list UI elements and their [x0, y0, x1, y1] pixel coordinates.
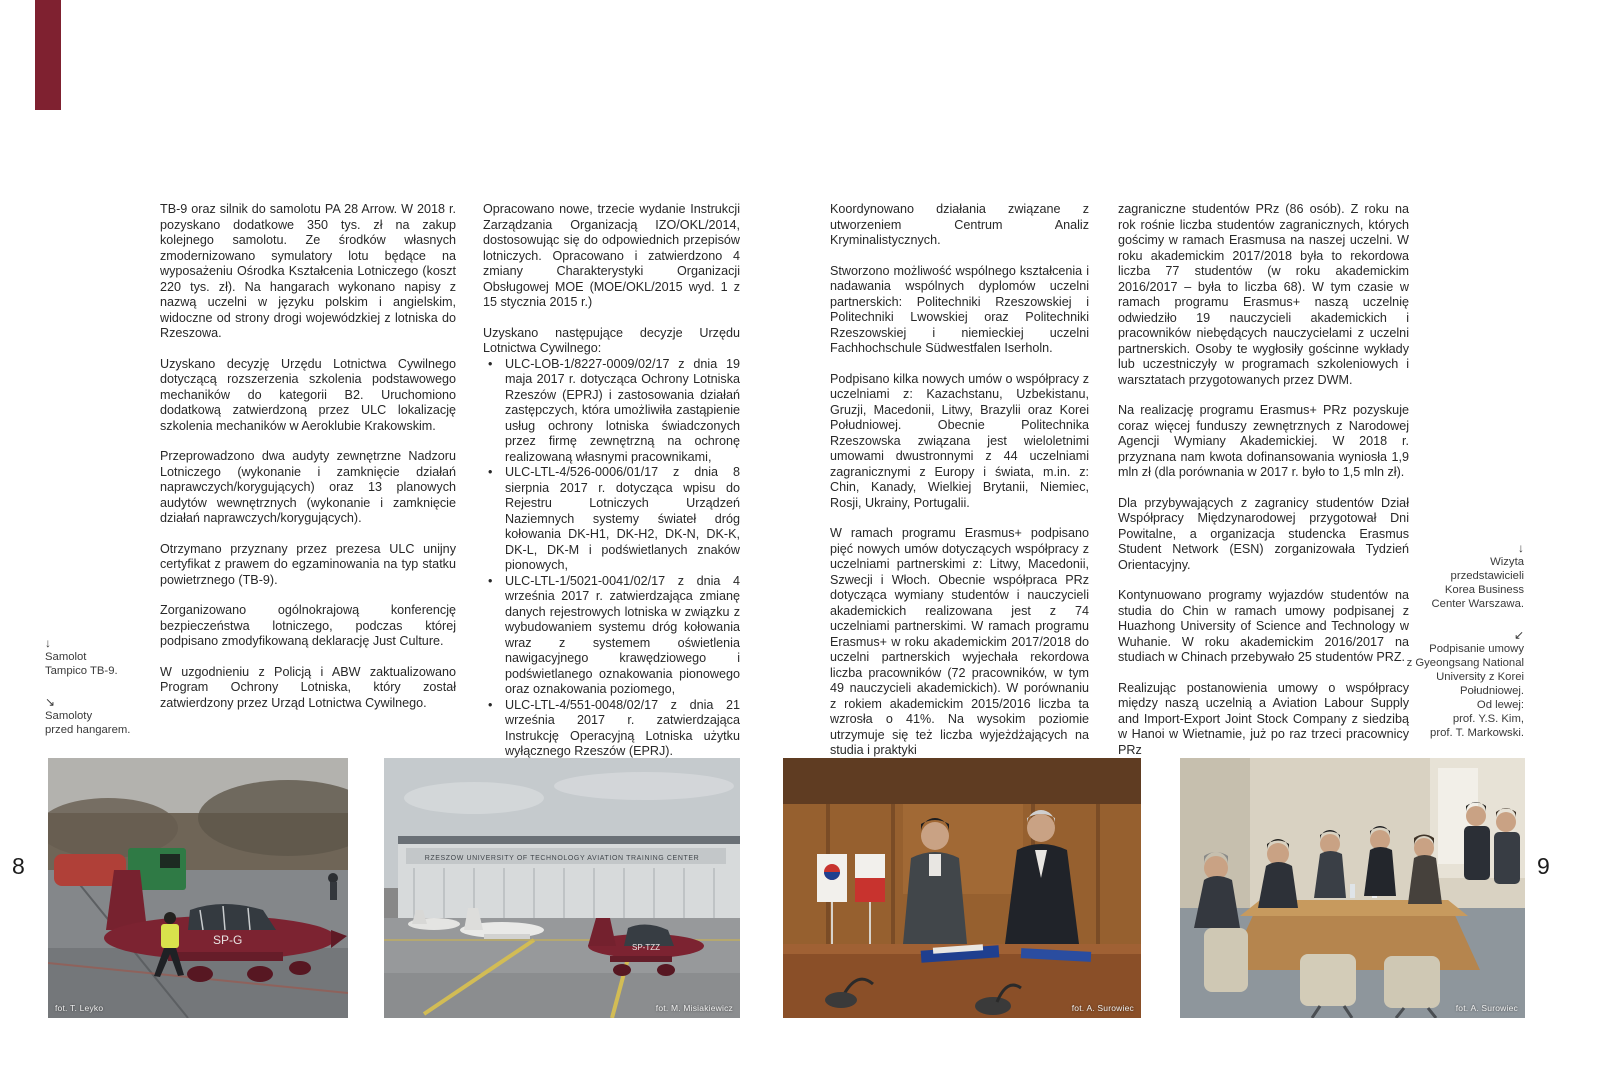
- text-column-3: [830, 202, 1089, 759]
- caption-line: Center Warszawa.: [1431, 598, 1524, 610]
- text-column-4: [1118, 202, 1409, 758]
- paragraph: Realizując postanowienia umowy o współpracy między naszą uczelnią a Aviation Labour Supply and Import-Export Joint Stock Company z siedzibą w Hanoi w Wietnamie, już po raz trzeci pracownicy PRz: [1118, 680, 1409, 757]
- paragraph: Na realizację programu Erasmus+ PRz pozyskuje coraz więcej funduszy zewnętrznych z Narodowej Agencji Wymiany Akademickiej. W 2018 r. przyznana nam kwota dofinansowania wyniosła 1,9 mln zł (dla porównania w 2017 r. było to 1,5 mln zł).: [1118, 403, 1409, 479]
- photo-credit: fot. M. Misiakiewicz: [655, 1003, 733, 1013]
- paragraph: Opracowano nowe, trzecie wydanie Instrukcji Zarządzania Organizacją IZO/OKL/2014, dostosowując się do odpowiednich przepisów lotniczych. Opracowano i zatwierdzono 4 zmiany Charakterystyki Organizacji Obsługowej MOE (MOE/OKL/2015 wyd. 1 z 15 stycznia 2015 r.): [483, 202, 740, 309]
- caption-line: University z Korei: [1436, 671, 1524, 683]
- paragraph: Koordynowano działania związane z utworzeniem Centrum Analiz Kryminalistycznych.: [830, 202, 1089, 247]
- paragraph: Zorganizowano ogólnokrajową konferencję bezpieczeństwa lotniczego, podczas której podpisano zmodyfikowaną deklarację Just Culture.: [160, 603, 456, 648]
- photo-credit: fot. T. Leyko: [55, 1003, 104, 1013]
- arrow-down-icon: ↓: [1518, 541, 1524, 555]
- paragraph: Stworzono możliwość wspólnego kształcenia i nadawania wspólnych dyplomów uczelni partnerskich: Politechniki Rzeszowskiej i Politechniki Lwowskiej oraz Politechniki Rzeszowskiej i niemieckiej uczelni Fachhochschule Südwestfalen Iserholn.: [830, 263, 1089, 355]
- paragraph: Otrzymano przyznany przez prezesa ULC unijny certyfikat z prawem do egzaminowania na typ statku powietrznego (TB-9).: [160, 541, 456, 587]
- caption-podpisanie-umowy: [1396, 628, 1524, 740]
- caption-wizyta-korea: [1396, 541, 1524, 611]
- caption-line: prof. T. Markowski.: [1430, 727, 1524, 739]
- photo-tampico-tb9: [48, 758, 348, 1018]
- photo-hangar-illustration: [384, 758, 740, 1018]
- caption-line: Od lewej:: [1476, 699, 1524, 711]
- photo-captions-right: [1396, 541, 1524, 757]
- paragraph: Podpisano kilka nowych umów o współpracy z uczelniami z: Kazachstanu, Uzbekistanu, Gruzji, Macedonii, Litwy, Brazylii oraz Korei Południowej. Obecnie Politechnika Rzeszowska związana jest wieloletnimi umowami dwustronnymi z 44 uczelniami zagranicznymi z Europy i świata, m.in. z: Chin, Kanady, Wielkiej Brytanii, Niemiec, Rosji, Ukrainy, Portugalii.: [830, 371, 1089, 510]
- caption-samoloty-hangar: [45, 695, 163, 737]
- photo-aviation-training-center: [384, 758, 740, 1018]
- photo-credit: fot. A. Surowiec: [1071, 1003, 1134, 1013]
- caption-line: Tampico TB-9.: [45, 665, 118, 677]
- photo-captions-left: [45, 636, 163, 754]
- caption-line: Południowej.: [1459, 685, 1524, 697]
- paragraph: zagraniczne studentów PRz (86 osób). Z roku na rok rośnie liczba studentów zagranicznych, których gościmy w ramach Erasmusa na naszej uczelni. W roku akademickim 2017/2018 była to rekordowa liczba 77 studentów (w roku akademickim 2016/2017 – była to liczba 68). W tym czasie w ramach programu Erasmus+ naszą uczelnię odwiedziło 19 nauczycieli akademickich i pracowników niebędących nauczycielami z uczelni partnerskich. Osoby te wygłosiły gościnne wykłady lub uczestniczyły w programach szkoleniowych i warsztatach przygotowanych przez DWM.: [1118, 202, 1409, 387]
- list-item: • ULC-LTL-4/551-0048/02/17 z dnia 21 września 2017 r. zatwierdzająca Instrukcję Operacyjną Lotniska użytku wyłącznego Rzeszów (EPRJ).: [483, 698, 740, 760]
- page-number-right: 9: [1537, 853, 1550, 879]
- arrow-down-left-icon: ↙: [1513, 628, 1524, 642]
- caption-line: Samoloty: [45, 710, 93, 722]
- registration-text: SP-TZZ: [632, 943, 660, 952]
- chapter-color-tab: [35, 0, 61, 110]
- hangar-sign-text: RZESZOW UNIVERSITY OF TECHNOLOGY AVIATION TRAINING CENTER: [424, 855, 700, 862]
- paragraph: TB-9 oraz silnik do samolotu PA 28 Arrow. W 2018 r. pozyskano dodatkowe 350 tys. zł na zakup kolejnego samolotu. Ze środków własnych zmodernizowano symulatory lotu będące na wyposażeniu Ośrodka Kształcenia Lotniczego (koszt 220 tys. zł). Na hangarach wykonano napisy z nazwą uczelni w języku polskim i angielskim, widoczne od strony drogi wojewódzkiej z lotniska do Rzeszowa.: [160, 202, 456, 340]
- paragraph: Uzyskano decyzję Urzędu Lotnictwa Cywilnego dotyczącą rozszerzenia szkolenia podstawowego mechaników do kategorii B2. Uruchomiono dodatkową zatwierdzoną przez ULC lokalizację szkolenia mechaników w Aeroklubie Krakowskim.: [160, 356, 456, 433]
- paragraph: W uzgodnieniu z Policją i ABW zaktualizowano Program Ochrony Lotniska, który został zatwierdzony przez Urząd Lotnictwa Cywilnego.: [160, 664, 456, 710]
- photo-delegation-meeting: [1180, 758, 1525, 1018]
- caption-line: Wizyta: [1490, 556, 1524, 568]
- paragraph: Przeprowadzono dwa audyty zewnętrzne Nadzoru Lotniczego (wykonanie i zamknięcie działań naprawczych/korygujących) oraz 13 planowych audytów wewnętrznych (wykonanie i zamknięcie działań naprawczych/korygujących).: [160, 449, 456, 525]
- list-item: • ULC-LTL-1/5021-0041/02/17 z dnia 4 września 2017 r. zatwierdzająca zmianę danych rejestrowych lotniska w związku z wybudowaniem systemu dróg kołowania wraz z systemem oświetlenia nawigacyjnego krawędziowego i podświetlanego oznakowania pionowego oraz oznakowania poziomego,: [483, 574, 740, 698]
- caption-line: prof. Y.S. Kim,: [1452, 713, 1524, 725]
- page-number-left: 8: [12, 853, 25, 879]
- photo-signing-ceremony: [783, 758, 1141, 1018]
- arrow-down-right-icon: ↘: [45, 695, 56, 709]
- arrow-down-icon: ↓: [45, 636, 51, 650]
- list-item: • ULC-LTL-4/526-0006/01/17 z dnia 8 sierpnia 2017 r. dotycząca wpisu do Rejestru Lotniczych Urządzeń Naziemnych systemy świateł dróg kołowania DK-H1, DK-H2, DK-N, DK-K, DK-L, DK-M i podświetlanych znaków pionowych,: [483, 465, 740, 574]
- caption-line: Samolot: [45, 651, 87, 663]
- decision-list: [483, 357, 740, 760]
- text-column-1: [160, 202, 456, 711]
- caption-samolot-tampico: [45, 636, 163, 678]
- text-column-2: [483, 202, 740, 760]
- paragraph: Dla przybywających z zagranicy studentów Dział Współpracy Międzynarodowej przygotował Dni Powitalne, a organizacja studencka Erasmus Student Network (ESN) zorganizowała Tydzień Orientacyjny.: [1118, 495, 1409, 572]
- list-item: • ULC-LOB-1/8227-0009/02/17 z dnia 19 maja 2017 r. dotycząca Ochrony Lotniska Rzeszów (EPRJ) i zastosowania działań zastępczych, która umożliwiła zastąpienie usług ochrony lotniska świadczonych przez firmę zewnętrzną na ochronę realizowaną własnymi pracownikami,: [483, 357, 740, 466]
- photo-meeting-illustration: [1180, 758, 1525, 1018]
- caption-line: przedstawicieli: [1450, 570, 1524, 582]
- photo-credit: fot. A. Surowiec: [1455, 1003, 1518, 1013]
- photo-signing-illustration: [783, 758, 1141, 1018]
- caption-line: przed hangarem.: [45, 724, 131, 736]
- caption-line: z Gyeongsang National: [1406, 657, 1524, 669]
- paragraph: W ramach programu Erasmus+ podpisano pięć nowych umów dotyczących współpracy z uczelniami partnerskimi z: Litwy, Macedonii, Szwecji i Włoch. Obecnie współpraca PRz dotycząca wymiany studentów i nauczycieli akademickich realizowana jest z 74 uczelniami partnerskimi. W ramach programu Erasmus+ w roku akademickim 2017/2018 do uczelni partnerskich wyjechała rekordowa liczba pracowników (72 pracowników, w tym 49 nauczycieli akademickich). W porównaniu z rokiem akademickim 2015/2016 liczba ta wzrosła o 41%. Na wysokim poziomie utrzymuje się też liczba wyjeżdżających na studia i praktyki: [830, 526, 1089, 757]
- registration-text: SP-G: [213, 933, 243, 947]
- photo-tampico-illustration: [48, 758, 348, 1018]
- paragraph: Kontynuowano programy wyjazdów studentów na studia do Chin w ramach umowy podpisanej z Huazhong University of Science and Technology w Wuhanie. W roku akademickim 2016/2017 na studiach w Chinach przebywało 25 studentów PRZ.: [1118, 588, 1409, 664]
- paragraph: Uzyskano następujące decyzje Urzędu Lotnictwa Cywilnego:: [483, 325, 740, 355]
- caption-line: Korea Business: [1444, 584, 1524, 596]
- caption-line: Podpisanie umowy: [1429, 643, 1524, 655]
